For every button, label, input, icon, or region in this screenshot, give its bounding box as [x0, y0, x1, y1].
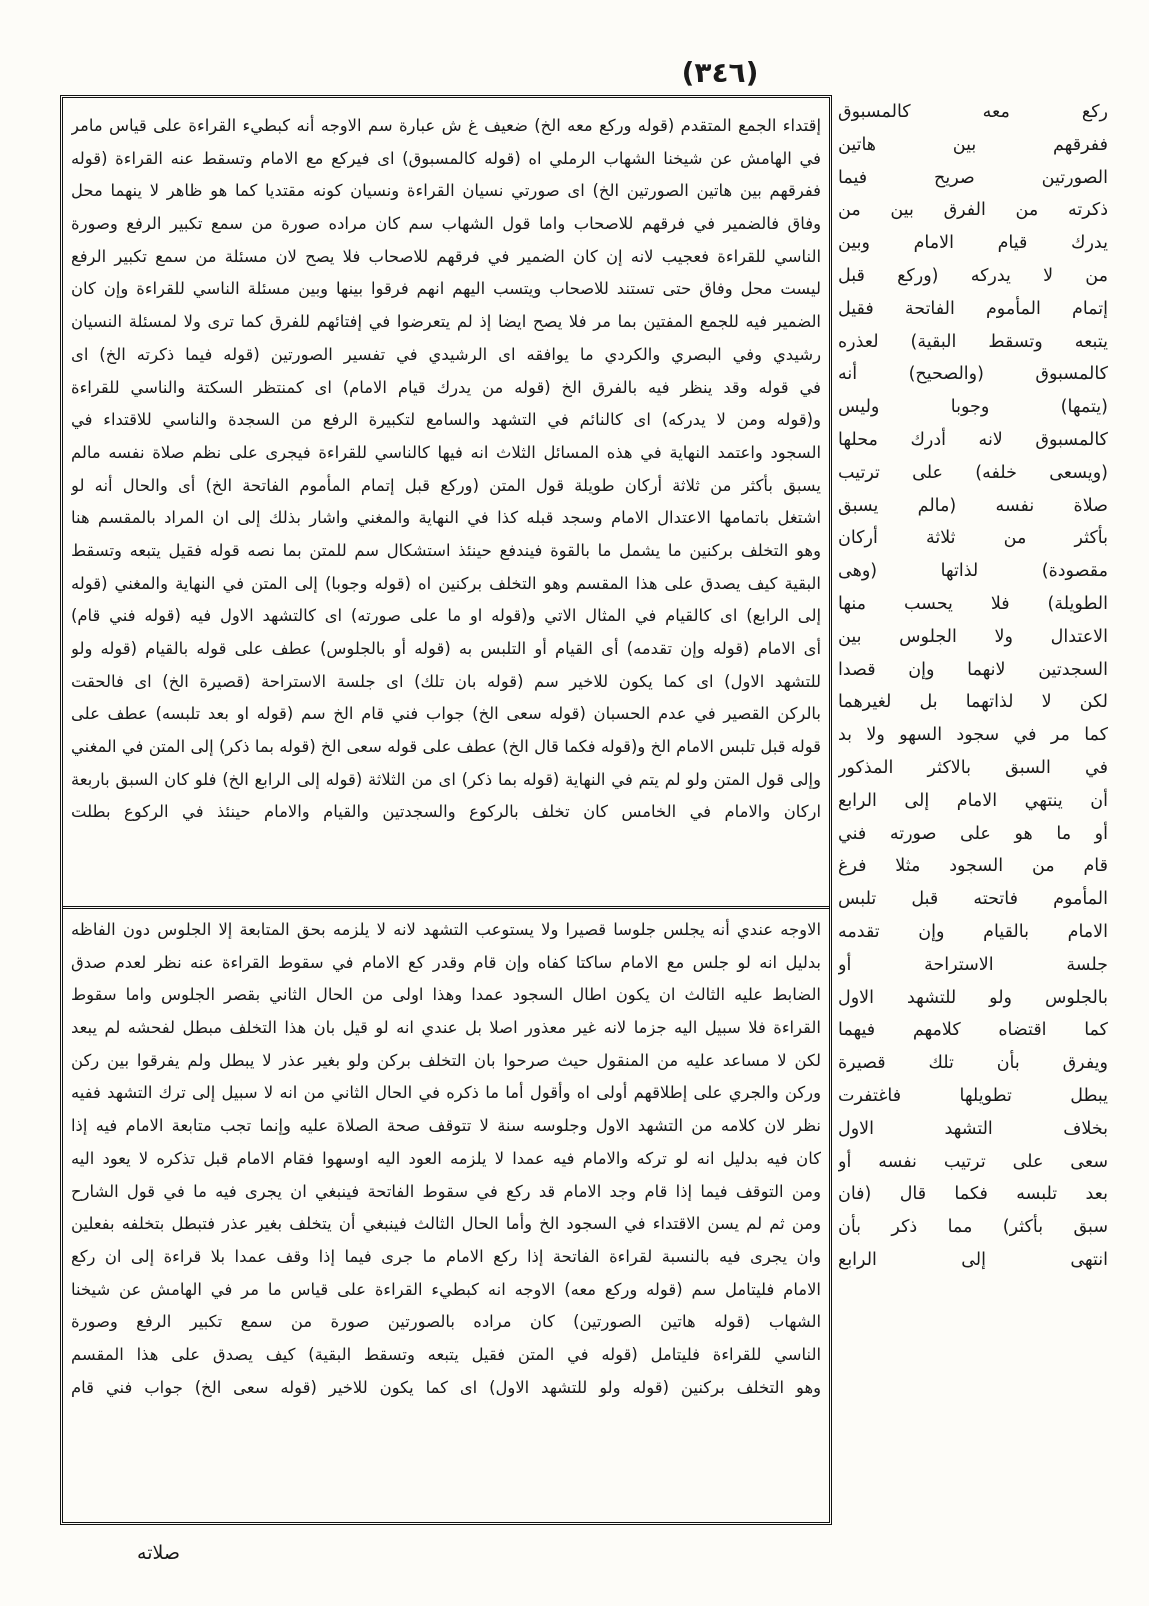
margin-line: الاعتدال ولا الجلوس بين [838, 626, 1108, 647]
commentary-line: أى الامام (قوله وإن تقدمه) أى القيام أو التلبس به (قوله أو بالجلوس) عطف على قوله بالقيام (قوله ولو [71, 639, 821, 658]
commentary-line: للتشهد الاول) اى كما يكون للاخير سم (قوله بان تلك) اى جلسة الاستراحة (قصيرة الخ) اى فالحقت [71, 671, 821, 691]
margin-line: كالمسبوق (والصحيح) أنه [838, 364, 1108, 385]
margin-line: جلسة الاستراحة أو [838, 954, 1108, 975]
margin-line: في السبق بالاكثر المذكور [838, 757, 1108, 778]
margin-line: بعد تلبسه فكما قال (فان [838, 1184, 1108, 1205]
margin-line: أن ينتهي الامام إلى الرابع [838, 790, 1108, 811]
commentary-line: قوله قبل تلبس الامام الخ و(قوله فكما قال الخ) عطف على قوله سعى الخ (قوله بما ذكر) إلى المتن في المغني [71, 737, 821, 757]
commentary-line: رشيدي وفي البصري والكردي ما يوافقه اى الرشيدي في تفسير الصورتين (قوله فيما ذكرته الخ) اى [71, 344, 821, 364]
page-number: (٣٤٦) [681, 56, 759, 89]
catchword: صلاته [137, 1542, 180, 1564]
margin-line: بخلاف التشهد الاول [838, 1118, 1108, 1139]
margin-line: ذكرته من الفرق بين من [838, 200, 1108, 221]
commentary-top-block [71, 110, 821, 900]
margin-line: الصورتين صريح فيما [838, 167, 1108, 188]
commentary-line: وفاق فالضمير في فرقهم للاصحاب واما قول الشهاب سم كان مراده صورة من سمع تكبير الرفع وصورة [71, 214, 821, 234]
commentary-line: وهو التخلف بركنين ما يشمل ما بالقوة فيندفع حينئذ استشكال سم للمتن بما نصه قوله فقيل يتبعه وتسقط [71, 540, 821, 560]
margin-line: إتمام المأموم الفاتحة فقيل [838, 298, 1108, 319]
commentary-line: اركان والامام في الخامس كان تخلف بالركوع والسجدتين والقيام والامام حينئذ في الركوع بطلت [71, 802, 821, 822]
margin-line: أو ما هو على صورته فني [838, 823, 1108, 844]
margin-line: ففرقهم بين هاتين [838, 134, 1108, 155]
margin-line: سبق بأكثر) مما ذكر بأن [838, 1217, 1108, 1238]
margin-line: لكن لا لذاتهما بل لغيرهما [838, 692, 1108, 713]
commentary-line: وان يجرى فيه بالنسبة لقراءة الفاتحة إذا ركع الامام ما جرى فيما إذا وقف عمدا بلا قراءة إلى ان ركع [71, 1246, 821, 1266]
margin-line: سعى على ترتيب نفسه أو [838, 1151, 1108, 1172]
commentary-line: ومن التوقف فيما إذا قام وجد الامام قد ركع في سقوط الفاتحة فينبغي ان يجرى فيه ما في قول الشارح [71, 1181, 821, 1201]
commentary-line: و(قوله ومن لا يدركه) اى كالنائم في التشهد والسامع لتكبيرة الرفع من السجدة والناسي للاقتداء في [71, 410, 821, 430]
margin-line: السجدتين لانهما وإن قصدا [838, 659, 1108, 680]
commentary-line: في الهامش عن شيخنا الشهاب الرملي اه (قوله كالمسبوق) اى فيركع مع الامام وتسقط عنه القراءة (قوله [71, 148, 821, 168]
commentary-line: في قوله وقد ينظر فيه بالفرق الخ (قوله من يدرك قيام الامام) اى كمنتظر السكتة والناسي للقراءة [71, 377, 821, 397]
commentary-line: وهو التخلف بركنين (قوله ولو للتشهد الاول) اى كما يكون للاخير (قوله سعى الخ) جواب فني قام [71, 1377, 821, 1397]
commentary-line: بالركن القصير في عدم الحسبان (قوله سعى الخ) جواب فني قام الخ سم (قوله او بعد تلبسه) عطف على [71, 704, 821, 724]
margin-text-column [838, 96, 1108, 1526]
margin-line: يدرك قيام الامام وبين [838, 233, 1108, 254]
commentary-line: إقتداء الجمع المتقدم (قوله وركع معه الخ) ضعيف غ ش عبارة سم الاوجه أنه كبطيء القراءة على قياس مامر [71, 116, 821, 135]
margin-line: بالجلوس ولو للتشهد الاول [838, 987, 1108, 1008]
commentary-line: ومن ثم لم يسن الاقتداء في السجود الخ وأما الحال الثالث فينبغي أن يتخلف بغير عذر فتبطل بتخلفه بفعلين [71, 1214, 821, 1234]
commentary-line: نظر لان كلامه من التشهد الاول وجلوسه سنة لا تتوقف صحة الصلاة عليه وإنما تجب متابعة الامام فيه إذا [71, 1116, 821, 1136]
commentary-line: بدليل انه لو جلس مع الامام ساكتا كفاه وإن قام وقدر كع الامام في سقوط القراءة عنه نظر لعدم صدق [71, 952, 821, 972]
commentary-line: وإلى قول المتن ولو لم يتم في النهاية (قوله بما ذكر) اى من الثلاثة (قوله إلى الرابع الخ) فلو كان السبق باربعة [71, 769, 821, 789]
commentary-line: البقية كيف يصدق على هذا المقسم وهو التخلف بركنين اه (قوله وجوبا) إلى المتن في النهاية والمغني (قوله [71, 573, 821, 593]
commentary-line: الناسي للقراءة فليتامل (قوله في المتن فقيل يتبعه وتسقط البقية) كيف يصدق على هذا المقسم [71, 1344, 821, 1364]
commentary-line: الضمير فيه للجمع المفتين بما مر فلا يصح ايضا إذ لم يتعرضوا في إفتائهم للفرق كما ترى ولا لمسئلة النسيان [71, 312, 821, 332]
commentary-line: الاوجه عندي أنه يجلس جلوسا قصيرا ولا يستوعب التشهد لانه لا يلزمه بحق المتابعة إلا الجلوس دون الفاظه [71, 920, 821, 939]
commentary-line: لكن لا مساعد عليه من المنقول حيث صرحوا بان التخلف بركن ولو بغير عذر لا يبطل ولم يفرقوا بين ركن [71, 1050, 821, 1070]
margin-line: كما اقتضاه كلامهم فيهما [838, 1020, 1108, 1041]
commentary-frame [60, 95, 832, 1525]
commentary-line: الناسي للقراءة فعجيب لانه إن كان الضمير في فرقهم للاصحاب فلا يصح لان مسئلة من سمع تكبير الرفع [71, 246, 821, 266]
margin-line: انتهى إلى الرابع [838, 1249, 1108, 1270]
commentary-line: الضابط عليه الثالث ان يكون اطال السجود عمدا وهذا اولى من الحال الثاني بقصر الجلوس واما سقوط [71, 985, 821, 1005]
commentary-bottom-block [71, 914, 821, 1522]
commentary-line: اشتغل باتمامها الاعتدال الامام وسجد قبله كذا في النهاية والمغني واشار بذلك إلى ان المراد بالمقسم هنا [71, 508, 821, 528]
commentary-line: كان فيه بدليل انه لو تركه والامام فيه عمدا لا يلزمه العود اليه اوسهوا فقام الامام قبل تذكره لا يعود اليه [71, 1148, 821, 1168]
margin-line: قام من السجود مثلا فرغ [838, 856, 1108, 877]
commentary-line: الامام فليتامل سم (قوله وركع معه) الاوجه انه كبطيء القراءة على قياس ما مر في الهامش عن شيخنا [71, 1279, 821, 1299]
commentary-line: القراءة فلا سبيل اليه جزما لانه غير معذور اصلا بل عندي انه لو قيل بان هذا التخلف مبطل لفحشه لم يبعد [71, 1018, 821, 1038]
frame-divider [63, 906, 829, 909]
margin-line: الطويلة) فلا يحسب منها [838, 593, 1108, 614]
margin-line: (ويسعى خلفه) على ترتيب [838, 462, 1108, 483]
margin-line: المأموم فاتحته قبل تلبس [838, 889, 1108, 910]
margin-line: يبطل تطويلها فاغتفرت [838, 1085, 1108, 1106]
margin-line: ويفرق بأن تلك قصيرة [838, 1053, 1108, 1074]
commentary-line: إلى الرابع) اى كالقيام في المثال الاتي و(قوله او ما على صورته) اى كالتشهد الاول فيه (قوله فني قام) [71, 606, 821, 626]
margin-line: ركع معه كالمسبوق [838, 102, 1108, 122]
margin-line: مقصودة) لذاتها (وهى [838, 561, 1108, 582]
margin-line: يتبعه وتسقط البقية) لعذره [838, 331, 1108, 352]
margin-line: كما مر في سجود السهو ولا بد [838, 725, 1108, 746]
margin-line: من لا يدركه (وركع قبل [838, 265, 1108, 286]
commentary-line: الشهاب (قوله هاتين الصورتين) كان مراده بالصورتين صورة من سمع تكبير الرفع وصورة [71, 1312, 821, 1332]
commentary-line: ليست محل وفاق حتى تستند للاصحاب ويتسب اليهم انهم فرقوا بينها وبين مسئلة الناسي للقراءة وإن كان [71, 279, 821, 299]
margin-line: كالمسبوق لانه أدرك محلها [838, 429, 1108, 450]
margin-line: (يتمها) وجوبا وليس [838, 397, 1108, 418]
commentary-line: ففرقهم بين هاتين الصورتين الخ) اى صورتي نسيان القراءة ونسيان كونه مقتديا كما هو ظاهر لا ينهما محل [71, 181, 821, 201]
margin-line: صلاة نفسه (مالم يسبق [838, 495, 1108, 516]
commentary-line: السجود واعتمد النهاية في هذه المسائل الثلاث انه فيها كالناسي للقراءة فيجرى على نظم صلاة نفسه مالم [71, 442, 821, 462]
margin-line: الامام بالقيام وإن تقدمه [838, 921, 1108, 942]
commentary-line: يسبق بأكثر من ثلاثة أركان طويلة قول المتن (وركع قبل إتمام المأموم الفاتحة الخ) أى والحال أنه لو [71, 475, 821, 495]
commentary-line: وركن والجري على إطلاقهم أولى اه وأقول أما ما ذكره في الحال الثاني من انه لا سبيل إلى ترك التشهد ففيه [71, 1083, 821, 1103]
margin-line: بأكثر من ثلاثة أركان [838, 528, 1108, 549]
